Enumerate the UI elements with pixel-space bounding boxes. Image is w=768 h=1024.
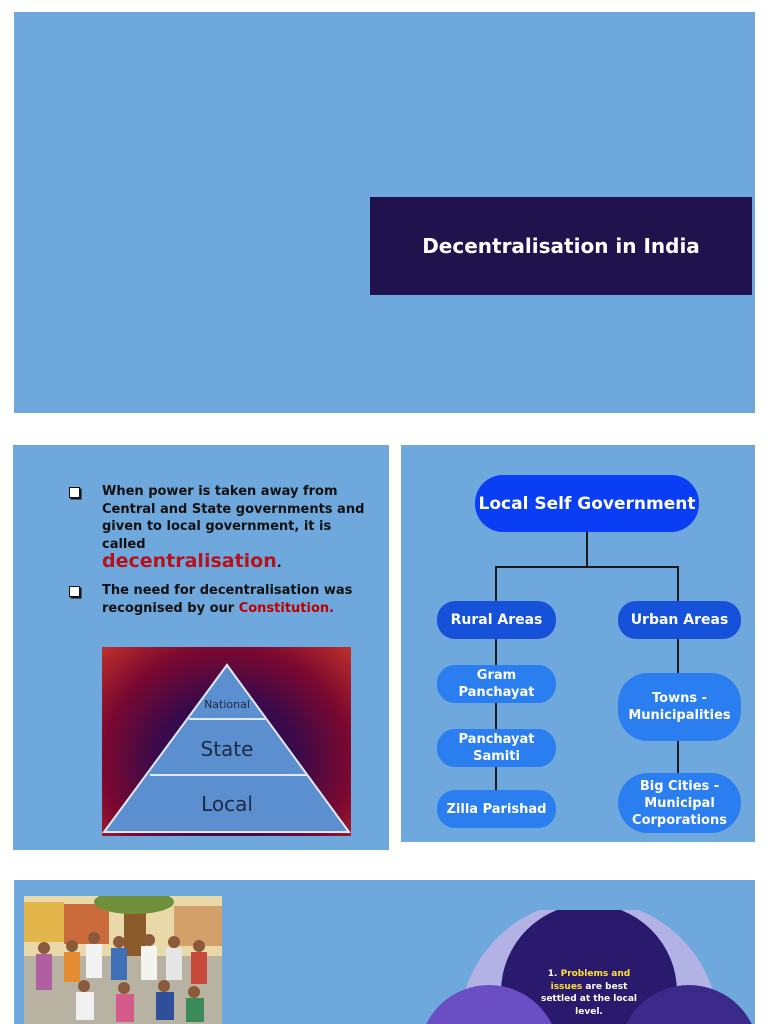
pyramid-national-label: National [204, 698, 250, 711]
slide-title-text: Decentralisation in India [422, 234, 700, 258]
towns-municipalities-label: Towns - Municipalities [628, 691, 731, 723]
zilla-parishad-label: Zilla Parishad [446, 801, 547, 817]
venn-text-rest: are best settled at the local level. [540, 981, 638, 1017]
venn-diagram [409, 910, 755, 1024]
checkbox-bullet-icon [69, 487, 80, 498]
local-self-government-node [475, 475, 699, 532]
village-meeting-image [24, 896, 222, 1024]
bullet-definition [69, 483, 369, 573]
gram-panchayat-label: Gram Panchayat [458, 668, 535, 700]
big-cities-node [618, 773, 741, 833]
bullet-constitution-text: The need for decentralisation was recognised by our [102, 583, 353, 616]
village-meeting-illustration [24, 896, 222, 1024]
venn-text-highlight: Problems and issues [550, 969, 631, 992]
slide-local-governance [14, 880, 755, 1024]
venn-text [534, 968, 644, 1018]
pyramid-graphic [102, 647, 351, 836]
urban-areas-label: Urban Areas [630, 612, 729, 628]
bullet-constitution [69, 582, 369, 617]
decentralisation-highlight: decentralisation [102, 550, 277, 572]
urban-areas-node [618, 601, 741, 639]
gram-panchayat-node [437, 665, 556, 703]
power-pyramid [102, 647, 351, 836]
panchayat-samiti-label: Panchayat Samiti [458, 732, 535, 764]
zilla-parishad-node [437, 790, 556, 828]
big-cities-label: Big Cities - Municipal Corporations [632, 778, 727, 828]
bullet-definition-end: . [276, 556, 282, 571]
panchayat-samiti-node [437, 729, 556, 767]
pyramid-local-label: Local [201, 792, 253, 816]
constitution-highlight: Constitution. [238, 600, 335, 616]
root-label: Local Self Government [478, 493, 696, 514]
bullet-definition-text: When power is taken away from Central and State governments and given to local government, it is called [102, 484, 365, 552]
venn-text-prefix: 1. [547, 969, 558, 979]
slide-definition [13, 445, 389, 850]
slide-title-box [370, 197, 752, 295]
rural-areas-node [437, 601, 556, 639]
pyramid-state-label: State [200, 737, 254, 761]
towns-municipalities-node [618, 673, 741, 741]
slide-title [14, 12, 755, 413]
checkbox-bullet-icon [69, 586, 80, 597]
slide-hierarchy [401, 445, 755, 842]
rural-areas-label: Rural Areas [450, 612, 543, 628]
